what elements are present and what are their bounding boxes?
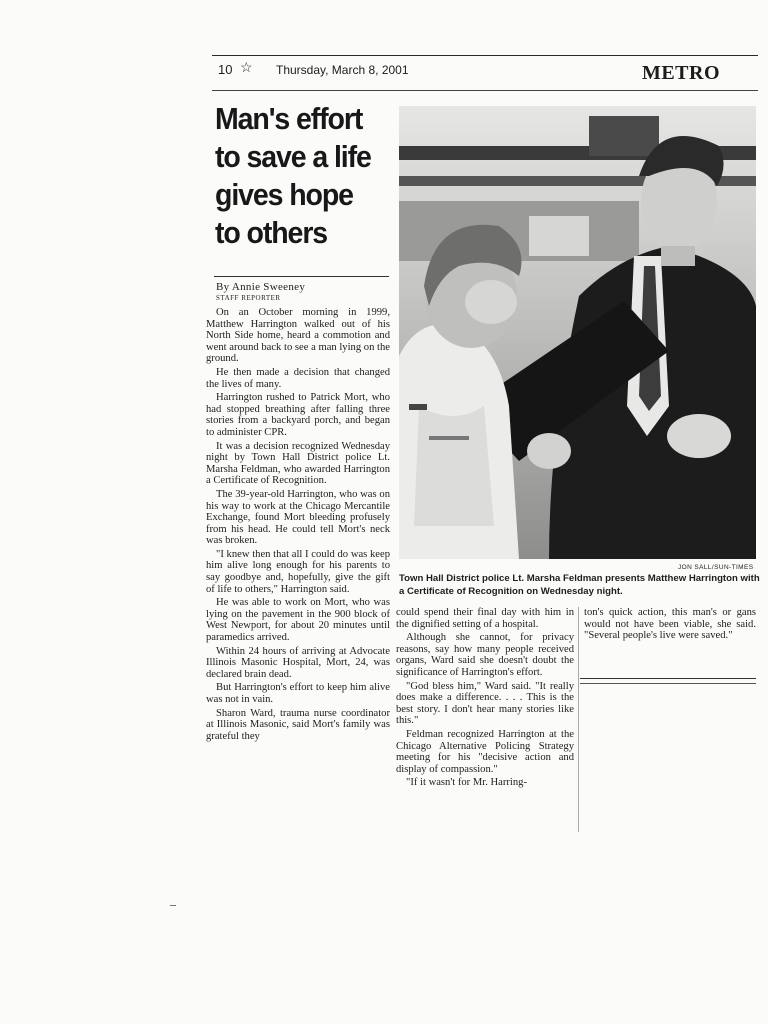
page-number: 10: [218, 62, 233, 77]
byline-role: STAFF REPORTER: [216, 294, 281, 302]
photo-caption: Town Hall District police Lt. Marsha Feldman presents Matthew Harrington with a Certificate of Recognition on Wednesday night.: [399, 573, 760, 597]
scan-speck: [170, 905, 176, 906]
paragraph: Sharon Ward, trauma nurse coordinator at Illinois Masonic, said Mort's family was grateful they: [206, 707, 390, 742]
issue-date: Thursday, March 8, 2001: [276, 63, 409, 77]
end-rule-2: [580, 683, 756, 684]
article-column-1: [206, 307, 390, 744]
masthead-rule: [212, 90, 758, 91]
paragraph: ton's quick action, this man's or gans would not have been viable, she said. "Several people's live were saved.": [584, 607, 756, 642]
article-column-2: [396, 607, 574, 791]
photo-credit: JON SALL/SUN-TIMES: [678, 564, 754, 571]
paragraph: Harrington rushed to Patrick Mort, who had stopped breathing after falling three stories from a backyard porch, and began to administer CPR.: [206, 392, 390, 438]
paragraph: It was a decision recognized Wednesday night by Town Hall District police Lt. Marsha Feldman, who awarded Harrington a Certificate of Recognition.: [206, 440, 390, 487]
paragraph: He then made a decision that changed the lives of many.: [206, 366, 390, 390]
headline-rule: [214, 276, 389, 277]
paragraph: The 39-year-old Harrington, who was on his way to work at the Chicago Mercantile Exchange, found Mort bleeding profusely from his head. He could tell Mort's neck was broken.: [206, 488, 390, 547]
section-name: METRO: [641, 62, 720, 84]
paragraph: Although she cannot, for privacy reasons, say how many people received organs, Ward said she doesn't doubt the significance of Harrington's effort.: [396, 632, 574, 678]
paragraph: On an October morning in 1999, Matthew Harrington walked out of his North Side home, heard a commotion and went around back to see a man lying on the ground.: [206, 307, 390, 365]
paragraph: Within 24 hours of arriving at Advocate Illinois Masonic Hospital, Mort, 24, was declared brain dead.: [206, 645, 390, 680]
top-rule: [212, 55, 758, 56]
star-icon: ☆: [240, 61, 253, 76]
headline: Man's effort to save a life gives hope to others: [215, 101, 371, 250]
paragraph: "If it wasn't for Mr. Harring-: [406, 777, 527, 789]
masthead: [218, 60, 758, 90]
paragraph: He was able to work on Mort, who was lying on the pavement in the 900 block of West Newport, for about 20 minutes until paramedics arrived.: [206, 597, 390, 644]
paragraph: "I knew then that all I could do was keep him alive long enough for his parents to say goodbye and, hopefully, give the gift of life to others," Harrington said.: [206, 548, 390, 595]
column-divider: [578, 607, 579, 832]
byline-name: By Annie Sweeney: [216, 281, 306, 293]
paragraph: But Harrington's effort to keep him alive was not in vain.: [206, 682, 390, 705]
article-column-3: [584, 607, 756, 644]
paragraph: could spend their final day with him in the dignified setting of a hospital.: [396, 607, 574, 630]
paragraph: "God bless him," Ward said. "It really does make a difference. . . . This is the best story. I don't hear many stories like this.": [396, 680, 574, 727]
paragraph: Feldman recognized Harrington at the Chicago Alternative Policing Strategy meeting for his "decisive action and display of compassion.": [396, 728, 574, 775]
news-photo: [399, 106, 756, 559]
end-rule: [580, 678, 756, 679]
